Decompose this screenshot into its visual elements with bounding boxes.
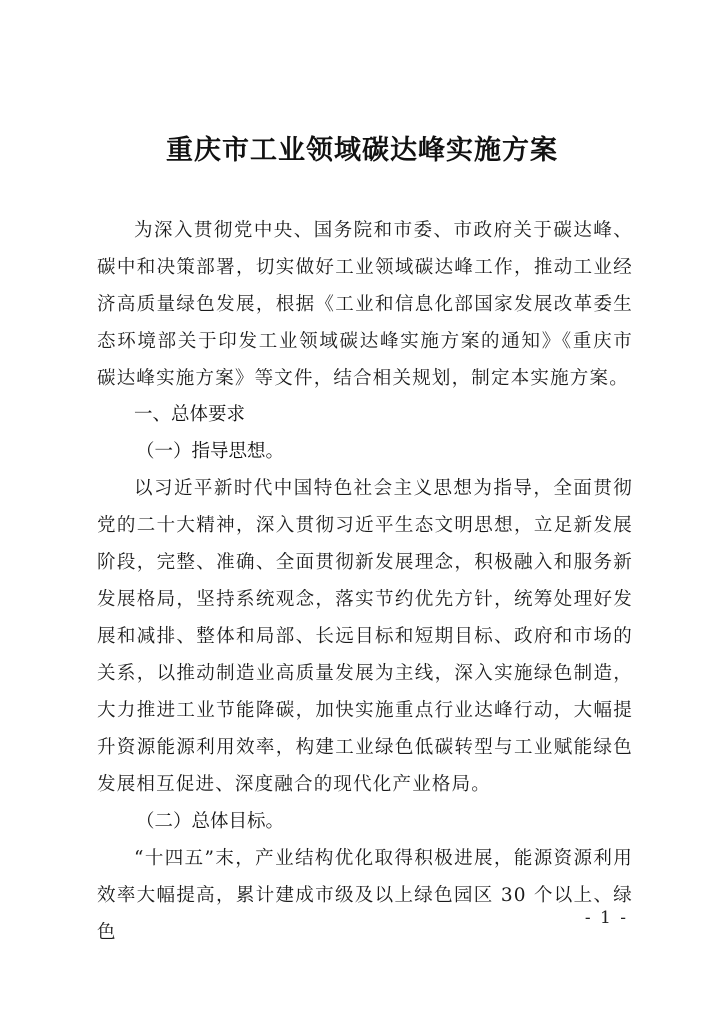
overall-goals-paragraph: “十四五”末，产业结构优化取得积极进展，能源资源利用效率大幅提高，累计建成市级及以上绿色园区 30 个以上、绿色 — [97, 848, 633, 943]
subsection-heading-overall-goals: （二）总体目标。 — [136, 811, 285, 832]
page-number: - 1 - — [584, 908, 628, 928]
intro-paragraph: 为深入贯彻党中央、国务院和市委、市政府关于碳达峰、碳中和决策部署，切实做好工业领域碳达峰工作，推动工业经济高质量绿色发展，根据《工业和信息化部国家发展改革委生态环境部关于印发工业领域碳达峰实施方案的通知》《重庆市碳达峰实施方案》等文件，结合相关规划，制定本实施方案。 — [97, 220, 633, 389]
subsection-heading-guiding-ideology: （一）指导思想。 — [136, 441, 285, 462]
document-title: 重庆市工业领域碳达峰实施方案 — [166, 135, 558, 166]
guiding-ideology-paragraph: 以习近平新时代中国特色社会主义思想为指导，全面贯彻党的二十大精神，深入贯彻习近平生态文明思想，立足新发展阶段，完整、准确、全面贯彻新发展理念，积极融入和服务新发展格局，坚持系统观念，落实节约优先方针，统筹处理好发展和减排、整体和局部、长远目标和短期目标、政府和市场的关系，以推动制造业高质量发展为主线，深入实施绿色制造，大力推进工业节能降碳，加快实施重点行业达峰行动，大幅提升资源能源利用效率，构建工业绿色低碳转型与工业赋能绿色发展相互促进、深度融合的现代化产业格局。 — [97, 478, 633, 795]
section-heading-overall-requirements: 一、总体要求 — [134, 404, 246, 425]
